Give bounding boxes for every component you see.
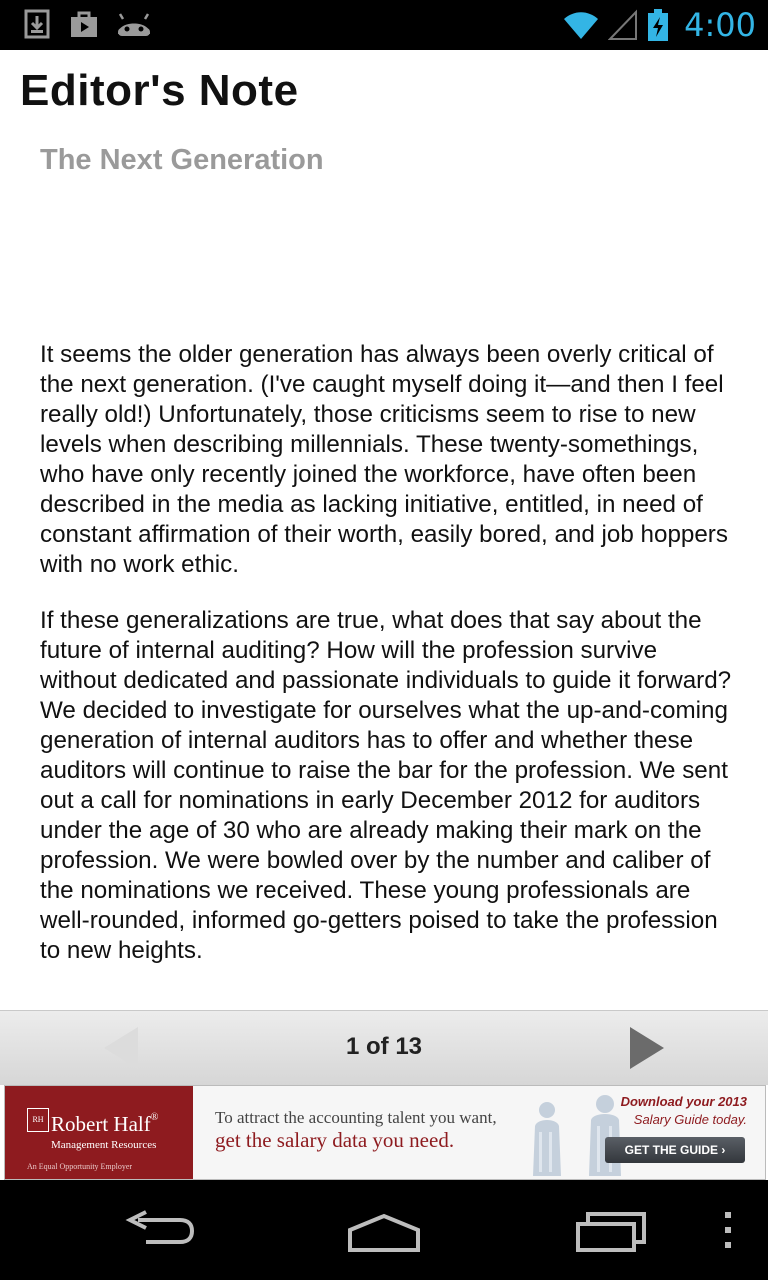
ad-brand-footer: An Equal Opportunity Employer [27,1162,133,1171]
wifi-icon [562,9,600,41]
ad-cta-text-2: Salary Guide today. [633,1112,747,1127]
download-icon [22,8,54,40]
ad-headline-2: get the salary data you need. [215,1128,455,1152]
clock: 4:00 [684,6,756,44]
page-indicator: 1 of 13 [345,1033,423,1060]
home-icon[interactable] [346,1210,422,1252]
page-title: Editor's Note [20,66,299,115]
ad-headline-1: To attract the accounting talent you want, [215,1108,497,1127]
article-subtitle: The Next Generation [40,144,324,176]
play-store-icon [68,8,100,40]
recent-apps-icon[interactable] [574,1210,648,1254]
ad-area [0,1085,768,1180]
ad-brand-name: Robert Half® [51,1112,159,1136]
article-paragraph: It seems the older generation has always been overly critical of the next generation. (I've caught myself doing it—and then I feel really old!) Unfortunately, those criticisms seem to rise to new levels when describing millennials. These twenty-somethings, who have only recently joined the workforce, have often been described in the media as lacking initiative, entitled, in need of constant affirmation of their worth, easily bored, and job hoppers with no work ethic. [40,341,728,578]
pager-bar [0,1010,768,1086]
overflow-menu-icon[interactable] [722,1210,734,1250]
ad-brand-subtitle: Management Resources [51,1139,157,1151]
battery-charging-icon [646,8,670,42]
android-icon [114,8,154,40]
ad-banner[interactable] [4,1085,766,1180]
back-icon[interactable] [124,1210,196,1250]
status-bar [0,0,768,50]
article-body[interactable] [40,340,740,1010]
get-the-guide-button[interactable]: GET THE GUIDE › [605,1137,745,1163]
system-nav-bar [0,1180,768,1280]
article-paragraph: If these generalizations are true, what does that say about the future of internal auditing? How will the profession survive without dedicated and passionate individuals to guide it forward? We decided to investigate for ourselves what the up-and-coming generation of internal auditors has to offer and whether these auditors will continue to raise the bar for the profession. We sent out a call for nominations in early December 2012 for auditors under the age of 30 who are already making their mark on the profession. We were bowled over by the number and caliber of the nominations we received. These young professionals are well-rounded, informed go-getters poised to take the profession to new heights. [40,607,732,964]
arrow-right-icon[interactable] [630,1027,664,1069]
signal-icon [608,9,638,41]
ad-brand-panel [5,1086,193,1179]
robert-half-logo: RH [27,1108,49,1132]
ad-cta-text-1: Download your 2013 [620,1094,747,1109]
